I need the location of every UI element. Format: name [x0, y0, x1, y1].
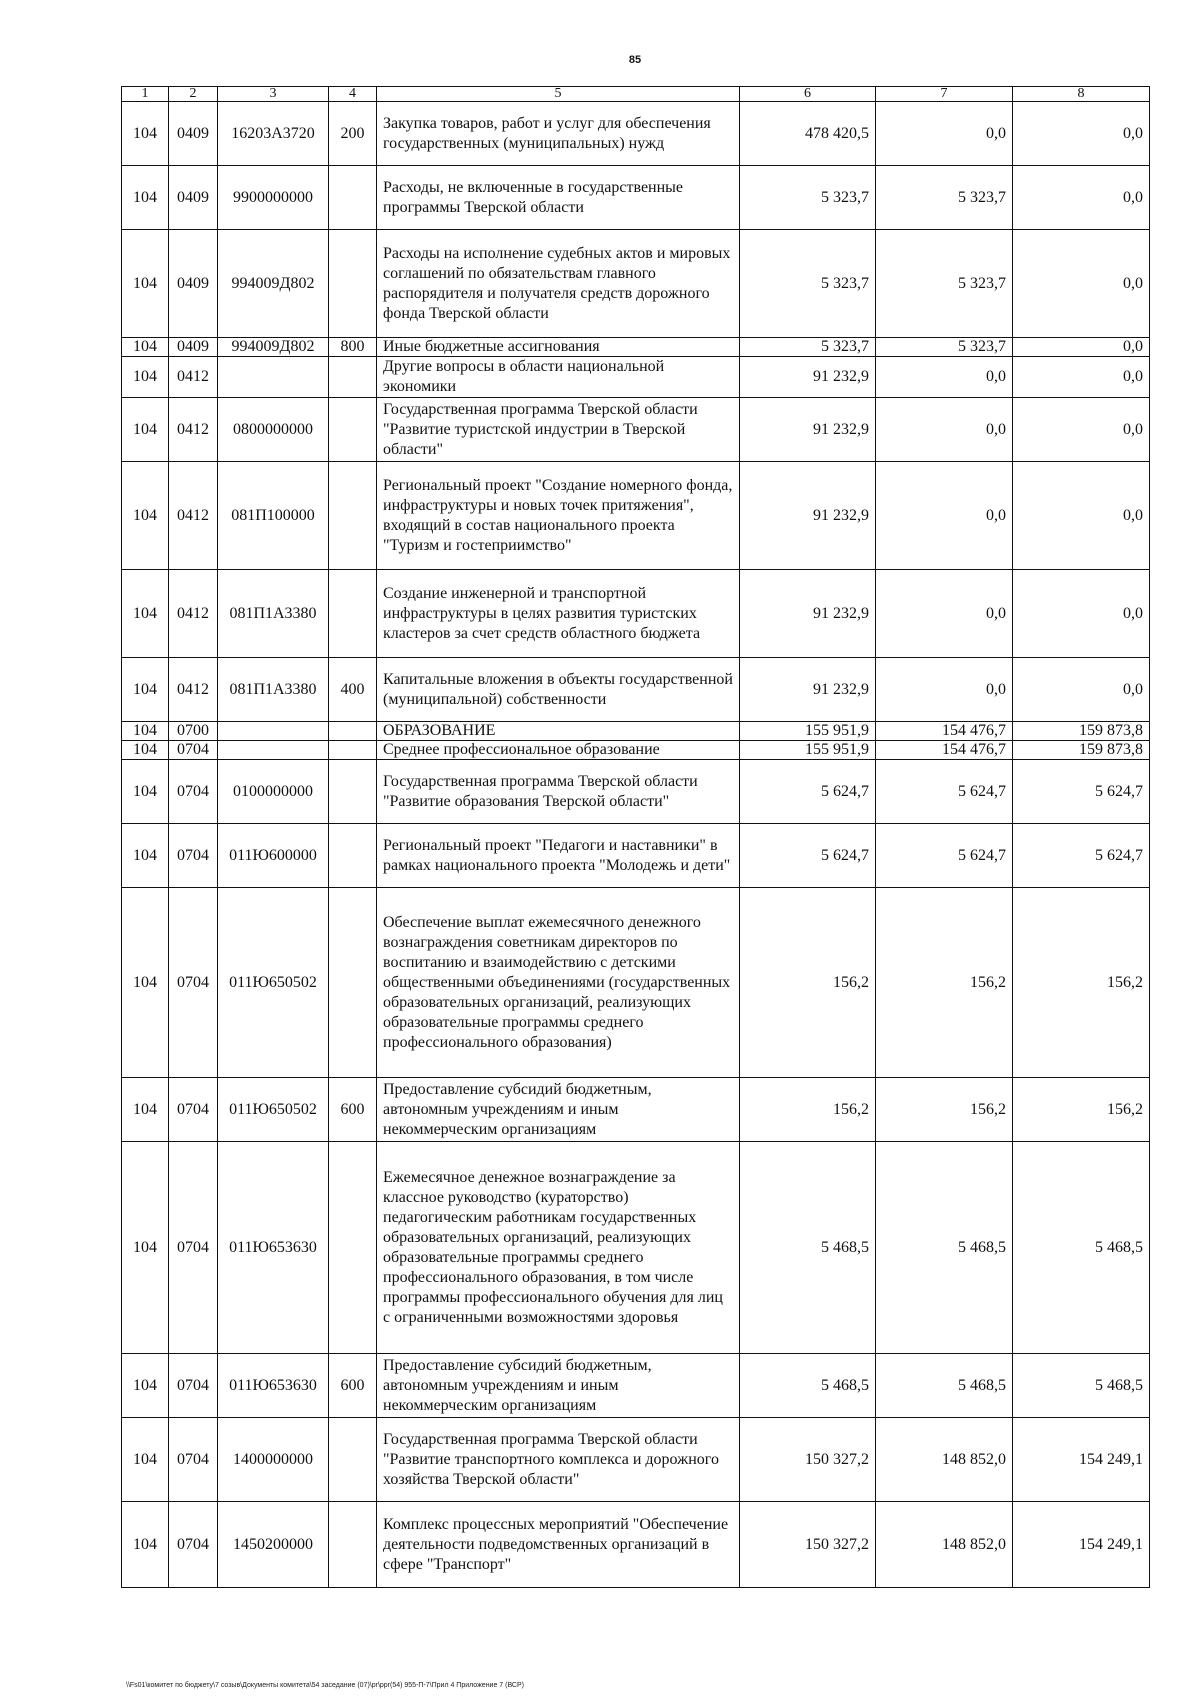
cell-amount-col6: 5 323,7	[740, 230, 876, 338]
table-row	[122, 398, 1150, 462]
cell-amount-col6: 5 468,5	[740, 1354, 876, 1418]
cell-expense-type	[329, 398, 377, 462]
cell-section-code: 0412	[169, 658, 218, 722]
cell-description: Государственная программа Тверской области "Развитие транспортного комплекса и дорожного хозяйства Тверской области"	[377, 1418, 740, 1502]
cell-amount-col8: 154 249,1	[1013, 1418, 1150, 1502]
table-row	[122, 741, 1150, 760]
cell-amount-col6: 5 624,7	[740, 824, 876, 888]
cell-amount-col6: 91 232,9	[740, 658, 876, 722]
cell-amount-col6: 5 323,7	[740, 166, 876, 230]
cell-ministry-code: 104	[122, 102, 169, 166]
cell-expense-type	[329, 888, 377, 1078]
cell-section-code: 0409	[169, 166, 218, 230]
cell-amount-col7: 0,0	[876, 570, 1013, 658]
cell-amount-col7: 156,2	[876, 888, 1013, 1078]
cell-ministry-code: 104	[122, 658, 169, 722]
cell-description: Капитальные вложения в объекты государственной (муниципальной) собственности	[377, 658, 740, 722]
table-row	[122, 658, 1150, 722]
cell-expense-type	[329, 824, 377, 888]
table-row	[122, 888, 1150, 1078]
column-header-1: 1	[122, 87, 169, 102]
cell-expense-type: 800	[329, 338, 377, 357]
cell-ministry-code: 104	[122, 1078, 169, 1142]
cell-expense-type: 600	[329, 1354, 377, 1418]
cell-expense-type: 200	[329, 102, 377, 166]
cell-ministry-code: 104	[122, 722, 169, 741]
cell-description: Закупка товаров, работ и услуг для обеспечения государственных (муниципальных) нужд	[377, 102, 740, 166]
cell-ministry-code: 104	[122, 760, 169, 824]
cell-amount-col6: 91 232,9	[740, 462, 876, 570]
table-row	[122, 102, 1150, 166]
cell-amount-col7: 0,0	[876, 658, 1013, 722]
cell-target-article: 1400000000	[218, 1418, 329, 1502]
cell-amount-col8: 159 873,8	[1013, 741, 1150, 760]
cell-amount-col7: 5 468,5	[876, 1142, 1013, 1354]
cell-ministry-code: 104	[122, 741, 169, 760]
cell-target-article: 011Ю650502	[218, 888, 329, 1078]
cell-target-article: 994009Д802	[218, 230, 329, 338]
cell-amount-col7: 148 852,0	[876, 1502, 1013, 1588]
cell-amount-col7: 156,2	[876, 1078, 1013, 1142]
cell-target-article	[218, 741, 329, 760]
cell-section-code: 0412	[169, 357, 218, 398]
header-row	[122, 87, 1150, 102]
cell-amount-col7: 0,0	[876, 462, 1013, 570]
cell-amount-col6: 150 327,2	[740, 1502, 876, 1588]
cell-amount-col6: 5 468,5	[740, 1142, 876, 1354]
cell-amount-col7: 154 476,7	[876, 722, 1013, 741]
cell-amount-col8: 0,0	[1013, 570, 1150, 658]
cell-description: Создание инженерной и транспортной инфраструктуры в целях развития туристских кластеров за счет средств областного бюджета	[377, 570, 740, 658]
cell-expense-type	[329, 166, 377, 230]
cell-description: Иные бюджетные ассигнования	[377, 338, 740, 357]
table-row	[122, 570, 1150, 658]
table-row	[122, 1142, 1150, 1354]
cell-description: Другие вопросы в области национальной экономики	[377, 357, 740, 398]
cell-amount-col8: 5 624,7	[1013, 760, 1150, 824]
cell-target-article: 994009Д802	[218, 338, 329, 357]
cell-amount-col8: 5 624,7	[1013, 824, 1150, 888]
cell-description: Расходы на исполнение судебных актов и мировых соглашений по обязательствам главного распорядителя и получателя средств дорожного фонда Тверской области	[377, 230, 740, 338]
table-row	[122, 1502, 1150, 1588]
table-row	[122, 760, 1150, 824]
cell-amount-col6: 5 323,7	[740, 338, 876, 357]
cell-expense-type	[329, 741, 377, 760]
cell-target-article: 081П1А3380	[218, 658, 329, 722]
cell-amount-col7: 0,0	[876, 398, 1013, 462]
cell-description: Расходы, не включенные в государственные программы Тверской области	[377, 166, 740, 230]
cell-amount-col8: 5 468,5	[1013, 1142, 1150, 1354]
cell-target-article: 0100000000	[218, 760, 329, 824]
cell-ministry-code: 104	[122, 1418, 169, 1502]
cell-amount-col8: 0,0	[1013, 102, 1150, 166]
cell-amount-col6: 91 232,9	[740, 570, 876, 658]
cell-description: Региональный проект "Педагоги и наставники" в рамках национального проекта "Молодежь и дети"	[377, 824, 740, 888]
cell-target-article: 081П1А3380	[218, 570, 329, 658]
cell-amount-col8: 154 249,1	[1013, 1502, 1150, 1588]
column-header-8: 8	[1013, 87, 1150, 102]
cell-section-code: 0412	[169, 570, 218, 658]
cell-ministry-code: 104	[122, 888, 169, 1078]
column-header-2: 2	[169, 87, 218, 102]
cell-target-article: 9900000000	[218, 166, 329, 230]
cell-description: Государственная программа Тверской области "Развитие туристской индустрии в Тверской области"	[377, 398, 740, 462]
cell-expense-type: 600	[329, 1078, 377, 1142]
cell-ministry-code: 104	[122, 462, 169, 570]
cell-section-code: 0409	[169, 102, 218, 166]
cell-description: Предоставление субсидий бюджетным, автономным учреждениям и иным некоммерческим организациям	[377, 1078, 740, 1142]
cell-target-article: 011Ю600000	[218, 824, 329, 888]
cell-ministry-code: 104	[122, 1502, 169, 1588]
cell-section-code: 0704	[169, 1502, 218, 1588]
cell-expense-type	[329, 570, 377, 658]
cell-expense-type	[329, 760, 377, 824]
cell-expense-type	[329, 722, 377, 741]
cell-amount-col6: 150 327,2	[740, 1418, 876, 1502]
cell-section-code: 0412	[169, 462, 218, 570]
cell-amount-col6: 156,2	[740, 888, 876, 1078]
cell-description: Государственная программа Тверской области "Развитие образования Тверской области"	[377, 760, 740, 824]
table-row	[122, 1418, 1150, 1502]
cell-amount-col6: 155 951,9	[740, 722, 876, 741]
cell-amount-col7: 5 624,7	[876, 824, 1013, 888]
cell-target-article: 1450200000	[218, 1502, 329, 1588]
cell-amount-col8: 0,0	[1013, 658, 1150, 722]
cell-expense-type	[329, 462, 377, 570]
cell-expense-type: 400	[329, 658, 377, 722]
cell-amount-col6: 91 232,9	[740, 357, 876, 398]
cell-target-article: 011Ю650502	[218, 1078, 329, 1142]
column-header-7: 7	[876, 87, 1013, 102]
cell-description: Региональный проект "Создание номерного фонда, инфраструктуры и новых точек притяжения", входящий в состав национального проекта "Туризм и гостеприимство"	[377, 462, 740, 570]
cell-amount-col7: 5 624,7	[876, 760, 1013, 824]
cell-section-code: 0704	[169, 1078, 218, 1142]
table-row	[122, 166, 1150, 230]
column-header-6: 6	[740, 87, 876, 102]
column-header-4: 4	[329, 87, 377, 102]
cell-ministry-code: 104	[122, 824, 169, 888]
cell-section-code: 0409	[169, 230, 218, 338]
cell-ministry-code: 104	[122, 1142, 169, 1354]
cell-section-code: 0704	[169, 760, 218, 824]
budget-table	[121, 86, 1150, 1588]
cell-amount-col8: 5 468,5	[1013, 1354, 1150, 1418]
cell-section-code: 0704	[169, 888, 218, 1078]
cell-ministry-code: 104	[122, 357, 169, 398]
cell-amount-col7: 0,0	[876, 102, 1013, 166]
cell-amount-col6: 155 951,9	[740, 741, 876, 760]
cell-description: Среднее профессиональное образование	[377, 741, 740, 760]
table-row	[122, 462, 1150, 570]
cell-section-code: 0704	[169, 824, 218, 888]
cell-amount-col7: 5 323,7	[876, 166, 1013, 230]
cell-amount-col6: 5 624,7	[740, 760, 876, 824]
cell-ministry-code: 104	[122, 230, 169, 338]
column-header-3: 3	[218, 87, 329, 102]
cell-amount-col8: 0,0	[1013, 398, 1150, 462]
cell-amount-col6: 156,2	[740, 1078, 876, 1142]
table-row	[122, 824, 1150, 888]
cell-ministry-code: 104	[122, 1354, 169, 1418]
cell-section-code: 0704	[169, 1354, 218, 1418]
cell-section-code: 0704	[169, 1418, 218, 1502]
cell-target-article	[218, 357, 329, 398]
cell-ministry-code: 104	[122, 398, 169, 462]
cell-section-code: 0409	[169, 338, 218, 357]
cell-amount-col8: 0,0	[1013, 357, 1150, 398]
cell-target-article: 081П100000	[218, 462, 329, 570]
cell-amount-col7: 5 323,7	[876, 338, 1013, 357]
cell-amount-col8: 156,2	[1013, 888, 1150, 1078]
cell-section-code: 0704	[169, 741, 218, 760]
cell-target-article	[218, 722, 329, 741]
cell-ministry-code: 104	[122, 570, 169, 658]
cell-amount-col7: 0,0	[876, 357, 1013, 398]
cell-target-article: 011Ю653630	[218, 1354, 329, 1418]
cell-section-code: 0704	[169, 1142, 218, 1354]
cell-description: Предоставление субсидий бюджетным, автономным учреждениям и иным некоммерческим организациям	[377, 1354, 740, 1418]
cell-amount-col7: 5 323,7	[876, 230, 1013, 338]
cell-amount-col8: 0,0	[1013, 230, 1150, 338]
cell-amount-col8: 0,0	[1013, 166, 1150, 230]
cell-expense-type	[329, 230, 377, 338]
cell-target-article: 011Ю653630	[218, 1142, 329, 1354]
cell-amount-col7: 5 468,5	[876, 1354, 1013, 1418]
table-row	[122, 338, 1150, 357]
cell-target-article: 0800000000	[218, 398, 329, 462]
cell-expense-type	[329, 1502, 377, 1588]
file-path-footer: \\Fs01\комитет по бюджету\7 созыв\Документы комитета\54 заседание (07)\pr\ppr(54) 955-П-7\Прил 4 Приложение 7 (ВСР)	[126, 1682, 524, 1689]
cell-description: ОБРАЗОВАНИЕ	[377, 722, 740, 741]
column-header-5: 5	[377, 87, 740, 102]
cell-section-code: 0412	[169, 398, 218, 462]
cell-amount-col8: 0,0	[1013, 338, 1150, 357]
cell-expense-type	[329, 1418, 377, 1502]
cell-target-article: 16203А3720	[218, 102, 329, 166]
cell-description: Ежемесячное денежное вознаграждение за классное руководство (кураторство) педагогическим работникам государственных образовательных организаций, реализующих образовательные программы среднего профессионального образования, в том числе программы профессионального обучения для лиц с ограниченными возможностями здоровья	[377, 1142, 740, 1354]
cell-amount-col8: 156,2	[1013, 1078, 1150, 1142]
table-row	[122, 1354, 1150, 1418]
cell-ministry-code: 104	[122, 338, 169, 357]
cell-ministry-code: 104	[122, 166, 169, 230]
cell-amount-col7: 154 476,7	[876, 741, 1013, 760]
page-number: 85	[628, 54, 642, 66]
table-row	[122, 230, 1150, 338]
cell-expense-type	[329, 1142, 377, 1354]
cell-amount-col7: 148 852,0	[876, 1418, 1013, 1502]
cell-expense-type	[329, 357, 377, 398]
cell-amount-col8: 159 873,8	[1013, 722, 1150, 741]
cell-amount-col8: 0,0	[1013, 462, 1150, 570]
cell-section-code: 0700	[169, 722, 218, 741]
table-row	[122, 722, 1150, 741]
cell-description: Комплекс процессных мероприятий "Обеспечение деятельности подведомственных организаций в сфере "Транспорт"	[377, 1502, 740, 1588]
cell-amount-col6: 91 232,9	[740, 398, 876, 462]
cell-description: Обеспечение выплат ежемесячного денежного вознаграждения советникам директоров по воспитанию и взаимодействию с детскими общественными объединениями (государственных образовательных организаций, реализующих образовательные программы среднего профессионального образования)	[377, 888, 740, 1078]
cell-amount-col6: 478 420,5	[740, 102, 876, 166]
table-row	[122, 1078, 1150, 1142]
table-row	[122, 357, 1150, 398]
